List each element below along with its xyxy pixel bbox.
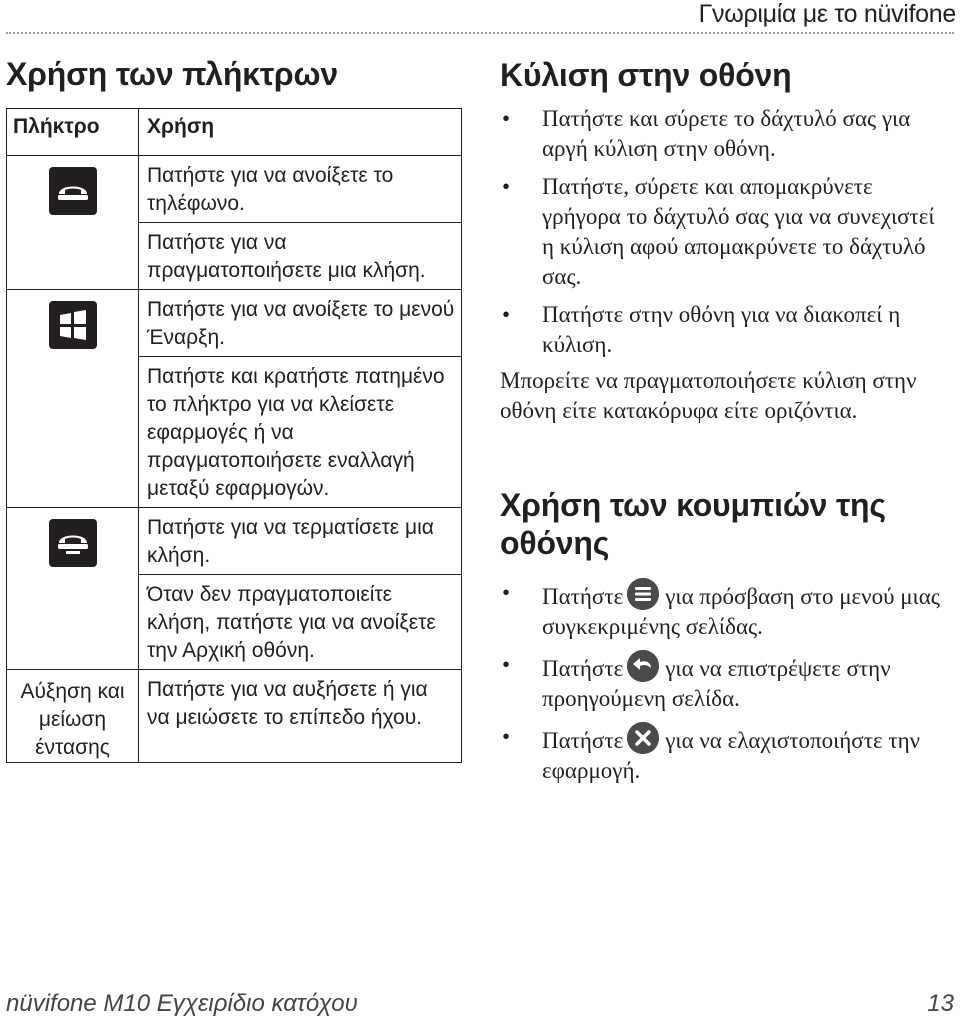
start-key-icon	[48, 300, 98, 350]
buttons-section	[500, 486, 950, 794]
back-icon	[627, 650, 659, 682]
table-row	[7, 290, 462, 357]
volume-key-label: Αύξηση και μείωση έντασης	[7, 670, 139, 763]
bullet-suffix: για πρόσβαση στο μενού μιας συγκεκριμένης σελίδας.	[542, 584, 940, 639]
table-cell-use: Πατήστε για να ανοίξετε το μενού Έναρξη.	[139, 290, 462, 357]
menu-icon	[627, 578, 659, 610]
table-header-row	[7, 109, 462, 156]
scroll-note: Μπορείτε να πραγματοποιήσετε κύλιση στην οθόνη είτε κατακόρυφα είτε οριζόντια.	[500, 368, 917, 423]
key-cell	[7, 156, 139, 290]
table-row	[7, 508, 462, 575]
scroll-heading: Κύλιση στην οθόνη	[500, 57, 792, 93]
bullet-suffix: για να ελαχιστοποιήστε την εφαρμογή.	[542, 728, 921, 783]
table-cell-use: Πατήστε για να αυξήσετε ή για να μειώσετε το επίπεδο ήχου.	[139, 670, 462, 763]
key-cell	[7, 290, 139, 508]
table-cell-use: Πατήστε για να ανοίξετε το τηλέφωνο.	[139, 156, 462, 223]
keys-table	[6, 108, 462, 763]
scroll-bullets	[500, 104, 950, 360]
list-item: • Πατήστε και σύρετε το δάχτυλό σας για αργή κύλιση στην οθόνη.	[500, 104, 950, 164]
key-cell	[7, 508, 139, 670]
bullet-prefix: Πατήστε	[542, 584, 624, 609]
call-key-icon	[48, 166, 98, 216]
close-icon	[627, 722, 659, 754]
table-cell-use: Πατήστε για να πραγματοποιήσετε μια κλήση.	[139, 223, 462, 290]
buttons-bullets	[500, 578, 950, 786]
table-cell-use: Πατήστε για να τερματίσετε μια κλήση.	[139, 508, 462, 575]
bullet-prefix: Πατήστε	[542, 656, 624, 681]
list-item	[500, 578, 950, 642]
table-cell-use: Πατήστε και κρατήστε πατημένο το πλήκτρο για να κλείσετε εφαρμογές ή να πραγματοποιήσετε εναλλαγή μεταξύ εφαρμογών.	[139, 357, 462, 508]
list-item	[500, 722, 950, 786]
manual-title: nüvifone M10 Εγχειρίδιο κατόχου	[6, 990, 358, 1017]
list-item: • Πατήστε, σύρετε και απομακρύνετε γρήγορα το δάχτυλό σας για να συνεχιστεί η κύλιση αφού απομακρύνετε το δάχτυλό σας.	[500, 172, 950, 292]
table-row	[7, 156, 462, 223]
keys-heading: Χρήση των πλήκτρων	[6, 56, 338, 92]
buttons-heading: Χρήση των κουμπιών της οθόνης	[500, 487, 886, 561]
page-number: 13	[927, 990, 954, 1017]
section-title: Γνωριμία με το nüvifone	[698, 0, 956, 28]
table-row	[7, 670, 462, 763]
col-key-header: Πλήκτρο	[7, 109, 139, 156]
table-cell-use: Όταν δεν πραγματοποιείτε κλήση, πατήστε για να ανοίξετε την Αρχική οθόνη.	[139, 575, 462, 670]
header-divider	[6, 32, 954, 34]
col-use-header: Χρήση	[139, 109, 462, 156]
bullet-suffix: για να επιστρέψετε στην προηγούμενη σελίδα.	[542, 656, 891, 711]
list-item: • Πατήστε στην οθόνη για να διακοπεί η κύλιση.	[500, 300, 950, 360]
bullet-prefix: Πατήστε	[542, 728, 624, 753]
list-item	[500, 650, 950, 714]
scroll-section	[500, 56, 950, 426]
end-call-key-icon	[48, 518, 98, 568]
